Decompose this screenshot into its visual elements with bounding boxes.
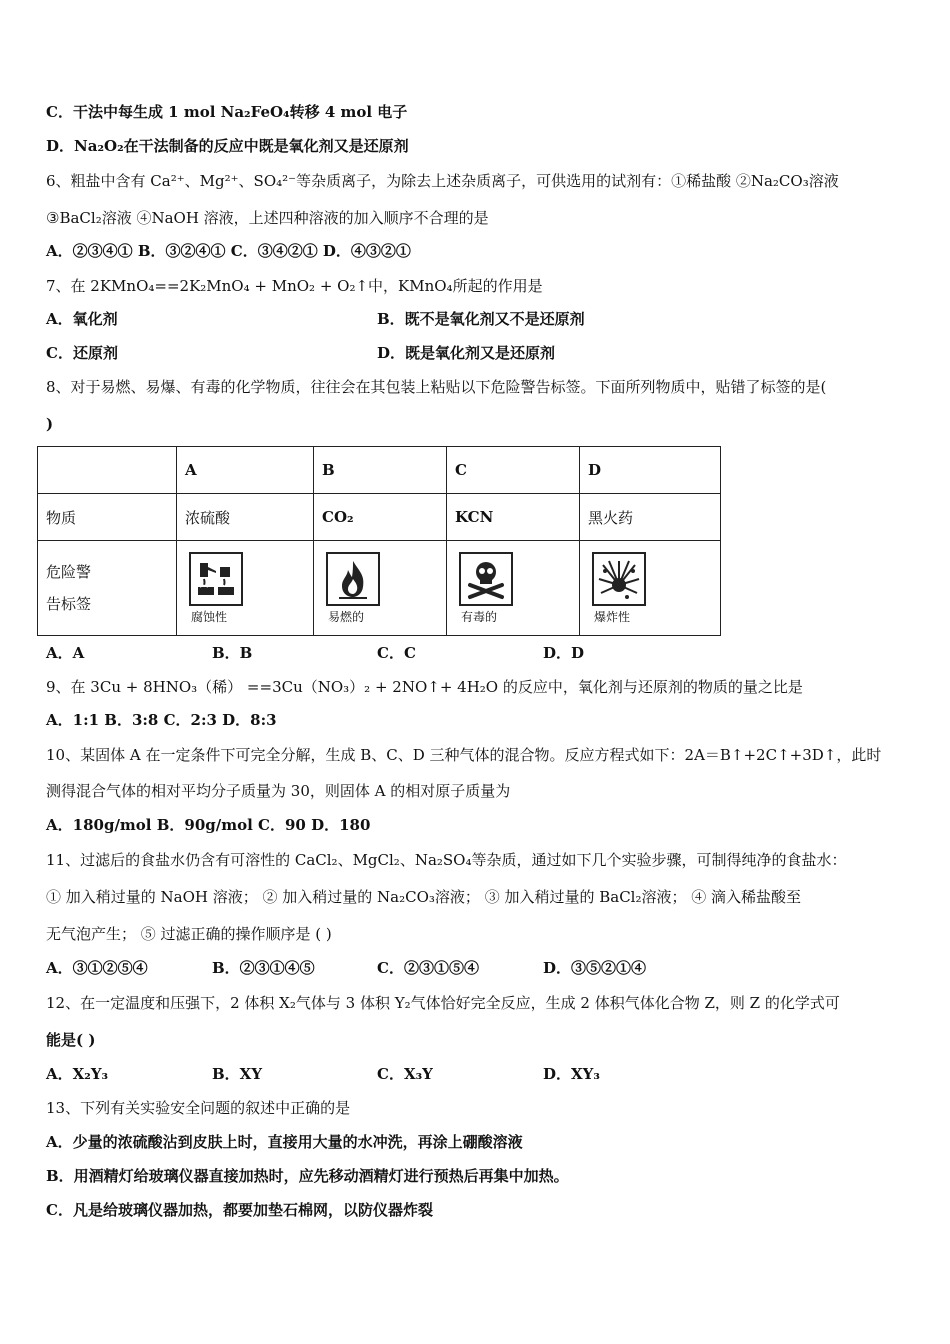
skull-icon: [459, 552, 513, 606]
q13-option-b: B．用酒精灯给玻璃仪器直接加热时，应先移动酒精灯进行预热后再集中加热。: [46, 1167, 569, 1185]
q13-option-a: A．少量的浓硫酸沾到皮肤上时，直接用大量的水冲洗，再涂上硼酸溶液: [46, 1133, 523, 1151]
q6-stem-line2: ③BaCl₂溶液 ④NaOH 溶液，上述四种溶液的加入顺序不合理的是: [46, 209, 489, 227]
q12-option-a: A．X₂Y₃: [46, 1065, 109, 1083]
q7-option-b: B．既不是氧化剂又不是还原剂: [377, 310, 585, 328]
q12-option-d: D．XY₃: [543, 1065, 600, 1083]
q8-option-b: B．B: [212, 644, 253, 662]
q11-stem-line2: ① 加入稍过量的 NaOH 溶液； ② 加入稍过量的 Na₂CO₃溶液； ③ 加入稍过量的 BaCl₂溶液； ④ 滴入稀盐酸至: [46, 888, 802, 906]
q10-options: A．180g/mol B．90g/mol C．90 D．180: [46, 816, 371, 834]
q9-options: A．1:1 B．3:8 C．2:3 D．8:3: [46, 711, 277, 729]
q10-stem-line1: 10、某固体 A 在一定条件下可完全分解，生成 B、C、D 三种气体的混合物。反应方程式如下：2A＝B↑+2C↑+3D↑，此时: [46, 746, 882, 764]
q8-option-d: D．D: [543, 644, 585, 662]
q5-option-c: C．干法中每生成 1 mol Na₂FeO₄转移 4 mol 电子: [46, 103, 408, 121]
table-corner-cell: [38, 447, 177, 494]
table-header-row: [38, 447, 721, 494]
q11-option-a: A．③①②⑤④: [46, 959, 148, 977]
q7-option-c: C．还原剂: [46, 344, 118, 362]
row-label-warning: [38, 541, 177, 636]
q11-option-d: D．③⑤②①④: [543, 959, 647, 977]
label-cell-d: [580, 541, 721, 636]
q7-stem: 7、在 2KMnO₄==2K₂MnO₄ + MnO₂ + O₂↑中，KMnO₄所起的作用是: [46, 277, 543, 295]
q11-option-c: C．②③①⑤④: [377, 959, 479, 977]
label-b-text: 易燃的: [328, 609, 365, 624]
hazard-label-table: [37, 446, 721, 636]
row-label-warning-line1: 危险警: [46, 563, 92, 581]
table-header-d: D: [580, 447, 721, 494]
q8-option-c: C．C: [377, 644, 416, 662]
q9-stem: 9、在 3Cu + 8HNO₃（稀） ==3Cu（NO₃）₂ + 2NO↑+ 4H₂O 的反应中，氧化剂与还原剂的物质的量之比是: [46, 678, 803, 696]
q13-stem: 13、下列有关实验安全问题的叙述中正确的是: [46, 1099, 351, 1117]
q8-stem-line1: 8、对于易燃、易爆、有毒的化学物质，往往会在其包装上粘贴以下危险警告标签。下面所列物质中，贴错了标签的是(: [46, 378, 827, 396]
substance-d: 黑火药: [580, 494, 721, 541]
q7-option-a: A．氧化剂: [46, 310, 118, 328]
q8-option-a: A．A: [46, 644, 85, 662]
label-c-text: 有毒的: [461, 609, 498, 624]
corrosive-icon: [189, 552, 243, 606]
table-header-b: B: [314, 447, 447, 494]
q13-option-c: C．凡是给玻璃仪器加热，都要加垫石棉网，以防仪器炸裂: [46, 1201, 433, 1219]
q11-stem-line1: 11、过滤后的食盐水仍含有可溶性的 CaCl₂、MgCl₂、Na₂SO₄等杂质，通过如下几个实验步骤，可制得纯净的食盐水：: [46, 851, 847, 869]
row-label-warning-line2: 告标签: [46, 595, 92, 613]
q5-option-d: D．Na₂O₂在干法制备的反应中既是氧化剂又是还原剂: [46, 137, 409, 155]
q10-stem-line2: 测得混合气体的相对平均分子质量为 30，则固体 A 的相对原子质量为: [46, 782, 511, 800]
q11-stem-line3: 无气泡产生； ⑤ 过滤正确的操作顺序是 ( ): [46, 925, 332, 943]
table-row: [38, 541, 721, 636]
substance-c: KCN: [447, 494, 580, 541]
table-row: [38, 494, 721, 541]
label-cell-c: [447, 541, 580, 636]
q12-option-c: C．X₃Y: [377, 1065, 433, 1083]
q7-option-d: D．既是氧化剂又是还原剂: [377, 344, 556, 362]
label-d-text: 爆炸性: [594, 609, 631, 624]
substance-b: CO₂: [314, 494, 447, 541]
label-cell-a: [177, 541, 314, 636]
explosive-icon: [592, 552, 646, 606]
q6-stem-line1: 6、粗盐中含有 Ca²⁺、Mg²⁺、SO₄²⁻等杂质离子，为除去上述杂质离子，可供选用的试剂有：①稀盐酸 ②Na₂CO₃溶液: [46, 172, 839, 190]
q12-stem-line2: 能是( ): [46, 1031, 96, 1049]
q11-option-b: B．②③①④⑤: [212, 959, 315, 977]
substance-a: 浓硫酸: [177, 494, 314, 541]
table-header-c: C: [447, 447, 580, 494]
q8-stem-line2: ): [46, 415, 54, 433]
flame-icon: [326, 552, 380, 606]
label-a-text: 腐蚀性: [191, 609, 228, 624]
table-header-a: A: [177, 447, 314, 494]
q6-options: A．②③④① B．③②④① C．③④②① D．④③②①: [46, 242, 411, 260]
label-cell-b: [314, 541, 447, 636]
q12-stem-line1: 12、在一定温度和压强下，2 体积 X₂气体与 3 体积 Y₂气体恰好完全反应，生成 2 体积气体化合物 Z，则 Z 的化学式可: [46, 994, 840, 1012]
q12-option-b: B．XY: [212, 1065, 263, 1083]
row-label-substance: 物质: [38, 494, 177, 541]
